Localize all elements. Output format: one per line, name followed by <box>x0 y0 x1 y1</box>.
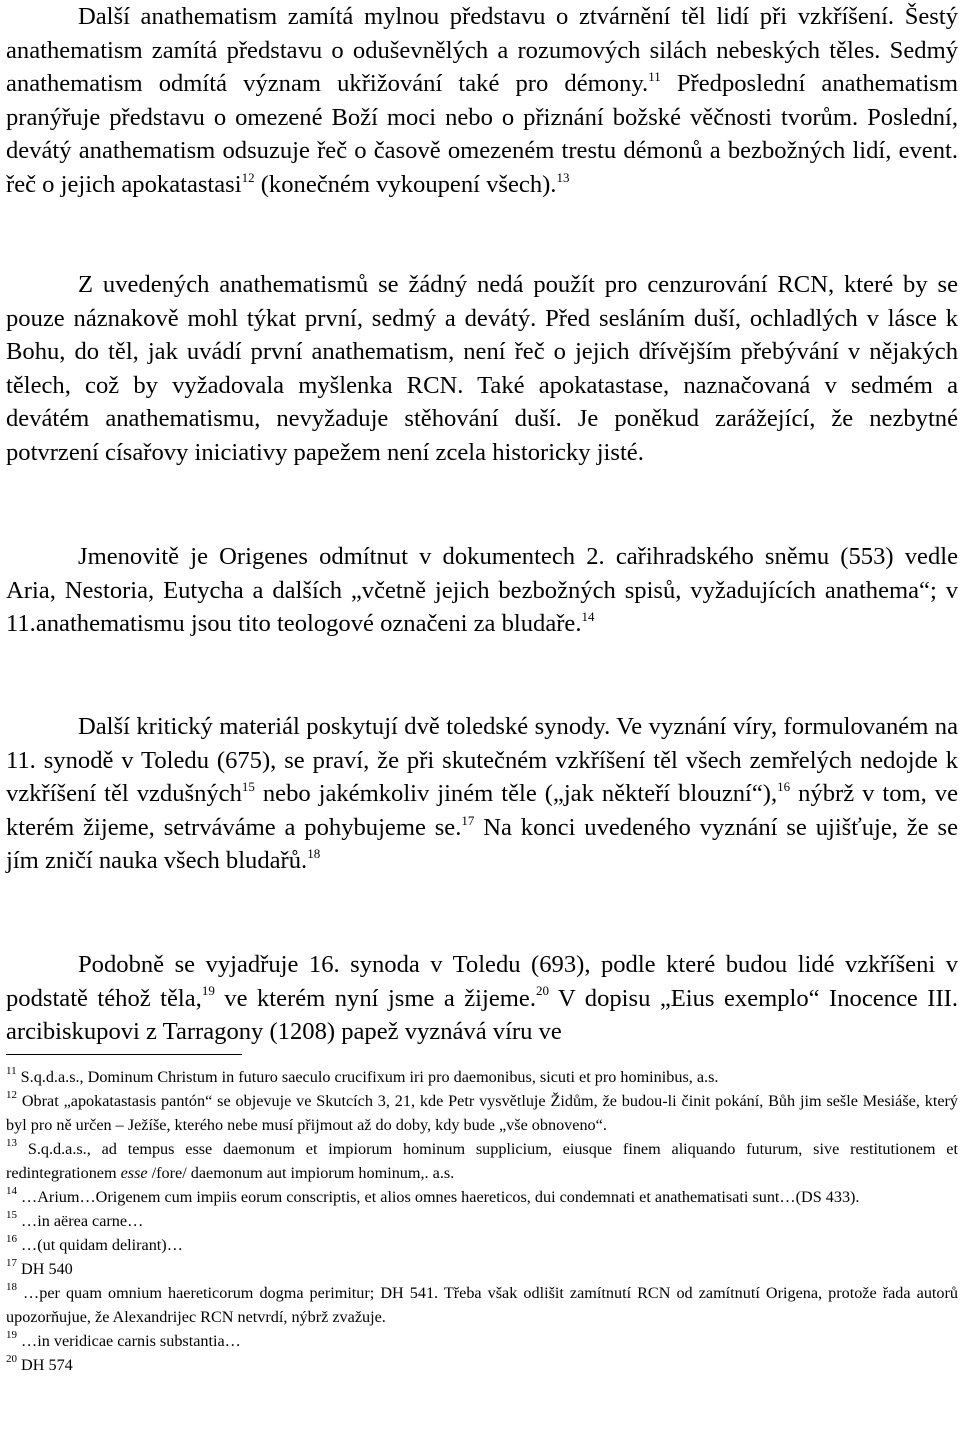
text-run: …Arium…Origenem cum impiis eorum conscriptis, et alios omnes haereticos, dui condemnati et anathematisati sunt…(DS 433). <box>17 1188 860 1206</box>
footnote-number: 17 <box>6 1256 17 1269</box>
text-run: S.q.d.a.s., Dominum Christum in futuro saeculo crucifixum iri pro daemonibus, sicuti et pro hominibus, a.s. <box>16 1068 719 1086</box>
footnote-ref[interactable]: 11 <box>648 69 661 84</box>
footnote <box>6 1089 958 1137</box>
footnote-ref[interactable]: 20 <box>535 983 549 999</box>
text-run: Další anathematism zamítá mylnou představu o ztvárnění těl lidí při vzkříšení. Šestý anathematism zamítá představu o oduševnělých a rozumových silách nebeských těles. Sedmý anathematism odmítá význam ukřižování také pro démony. <box>6 3 958 98</box>
footnote <box>6 1137 958 1185</box>
footnote-number: 19 <box>6 1328 17 1341</box>
body-paragraph <box>6 540 958 641</box>
footnote <box>6 1329 958 1353</box>
footnote-number: 13 <box>6 1136 17 1149</box>
footnote <box>6 1233 958 1257</box>
footnote <box>6 1185 958 1209</box>
text-run: Obrat „apokatastasis pantón“ se objevuje ve Skutcích 3, 21, kde Petr vysvětluje Židům, že budou-li činit pokání, Bůh jim sešle Mesiáše, který byl pro ně určen – Ježíše, kterého nebe musí přijmout až do doby, kdy bude „vše obnoveno“. <box>6 1092 958 1134</box>
text-run: …in aërea carne… <box>17 1212 144 1230</box>
text-run: …per quam omnium haereticorum dogma perimitur; DH 541. Třeba však odlišit zamítnutí RCN od zamítnutí Origena, protože řada autorů upozorňujue, že Alexandrijec RCN netvrdí, nýbrž zvažuje. <box>6 1284 958 1326</box>
footnote-list <box>6 1065 958 1377</box>
footnote-number: 12 <box>6 1088 17 1101</box>
footnote <box>6 1209 958 1233</box>
body-paragraph <box>6 0 958 202</box>
body-paragraph <box>6 710 958 878</box>
footnote-number: 20 <box>6 1352 17 1365</box>
footnote-separator <box>6 1054 242 1055</box>
text-run: Z uvedených anathematismů se žádný nedá použít pro cenzurování RCN, které by se pouze náznakově mohl týkat první, sedmý a devátý. Před sesláním duší, ochladlých v lásce k Bohu, do těl, jak uvádí první anathematism, není řeč o jejich dřívějším přebývání v nějakých tělech, což by vyžadovala myšlenka RCN. Také apokatastase, naznačovaná v sedmém a devátém anathematismu, nevyžaduje stěhování duší. Je poněkud zarážející, že nezbytné potvrzení císařovy iniciativy papežem není zcela historicky jisté. <box>6 271 958 466</box>
footnote-ref[interactable]: 19 <box>201 983 215 999</box>
footnote-ref[interactable]: 12 <box>241 169 255 185</box>
text-run: nýbrž v tom, ve kterém žijeme, setrváváme a pohybujeme se. <box>6 780 958 841</box>
text-run: /fore/ daemonum aut impiorum hominum,. a.s. <box>147 1164 455 1182</box>
text-run: DH 540 <box>17 1260 73 1278</box>
footnote-ref[interactable]: 14 <box>581 609 595 624</box>
footnote <box>6 1281 958 1329</box>
body-paragraph <box>6 948 958 1049</box>
text-run: ve kterém nyní jsme a žijeme. <box>214 984 536 1012</box>
footnote-ref[interactable]: 13 <box>556 169 570 185</box>
footnotes-section <box>6 1054 958 1377</box>
text-run: Podobně se vyjadřuje 16. synoda v Toledu (693), podle které budou lidé vzkříšeni v podstatě téhož těla, <box>6 951 958 1012</box>
text-run: (konečném vykoupení všech). <box>254 170 557 198</box>
footnote-number: 18 <box>6 1280 17 1293</box>
footnote-ref[interactable]: 16 <box>777 779 791 794</box>
text-run: …(ut quidam delirant)… <box>17 1236 183 1254</box>
footnote <box>6 1257 958 1281</box>
text-run: Na konci uvedeného vyznání se ujišťuje, že se jím zničí nauka všech bludařů. <box>6 813 958 875</box>
footnote-number: 11 <box>6 1064 17 1077</box>
text-run: DH 574 <box>17 1356 73 1374</box>
text-run: S.q.d.a.s., ad tempus esse daemonum et impiorum hominum supplicium, eiusque finem aliquando futurum, sive restitutionem et redintegrationem <box>6 1140 958 1182</box>
footnote <box>6 1065 958 1089</box>
text-run: …in veridicae carnis substantia… <box>17 1332 241 1350</box>
text-run: V dopisu „Eius exemplo“ Inocence III. arcibiskupovi z Tarragony (1208) papež vyznává víru ve <box>6 984 958 1046</box>
footnote <box>6 1353 958 1377</box>
italic-text: esse <box>120 1164 148 1182</box>
footnote-number: 16 <box>6 1232 17 1245</box>
footnote-number: 15 <box>6 1208 17 1221</box>
text-run: Předposlední anathematism pranýřuje představu o omezené Boží moci nebo o přiznání božské věčnosti tvorům. Poslední, devátý anathematism odsuzuje řeč o časově omezeném trestu démonů a bezbožných lidí, event. řeč o jejich apokatastasi <box>6 70 958 198</box>
footnote-ref[interactable]: 15 <box>241 779 255 794</box>
body-paragraph <box>6 268 958 470</box>
text-run: Další kritický materiál poskytují dvě toledské synody. Ve vyznání víry, formulovaném na 11. synodě v Toledu (675), se praví, že při skutečném vzkříšení těl všech zemřelých nedojde k vzkříšení těl vzdušných <box>6 713 958 808</box>
footnote-ref[interactable]: 18 <box>307 846 321 862</box>
text-run: Jmenovitě je Origenes odmítnut v dokumentech 2. cařihradského sněmu (553) vedle Aria, Nestoria, Eutycha a dalších „včetně jejich bezbožných spisů, vyžadujících anathema“; v 11.anathematismu jsou tito teologové označeni za bludaře. <box>6 543 958 638</box>
footnote-number: 14 <box>6 1184 17 1197</box>
footnote-ref[interactable]: 17 <box>461 812 475 828</box>
text-run: nebo jakémkoliv jiném těle („jak někteří blouzní“), <box>254 780 778 808</box>
